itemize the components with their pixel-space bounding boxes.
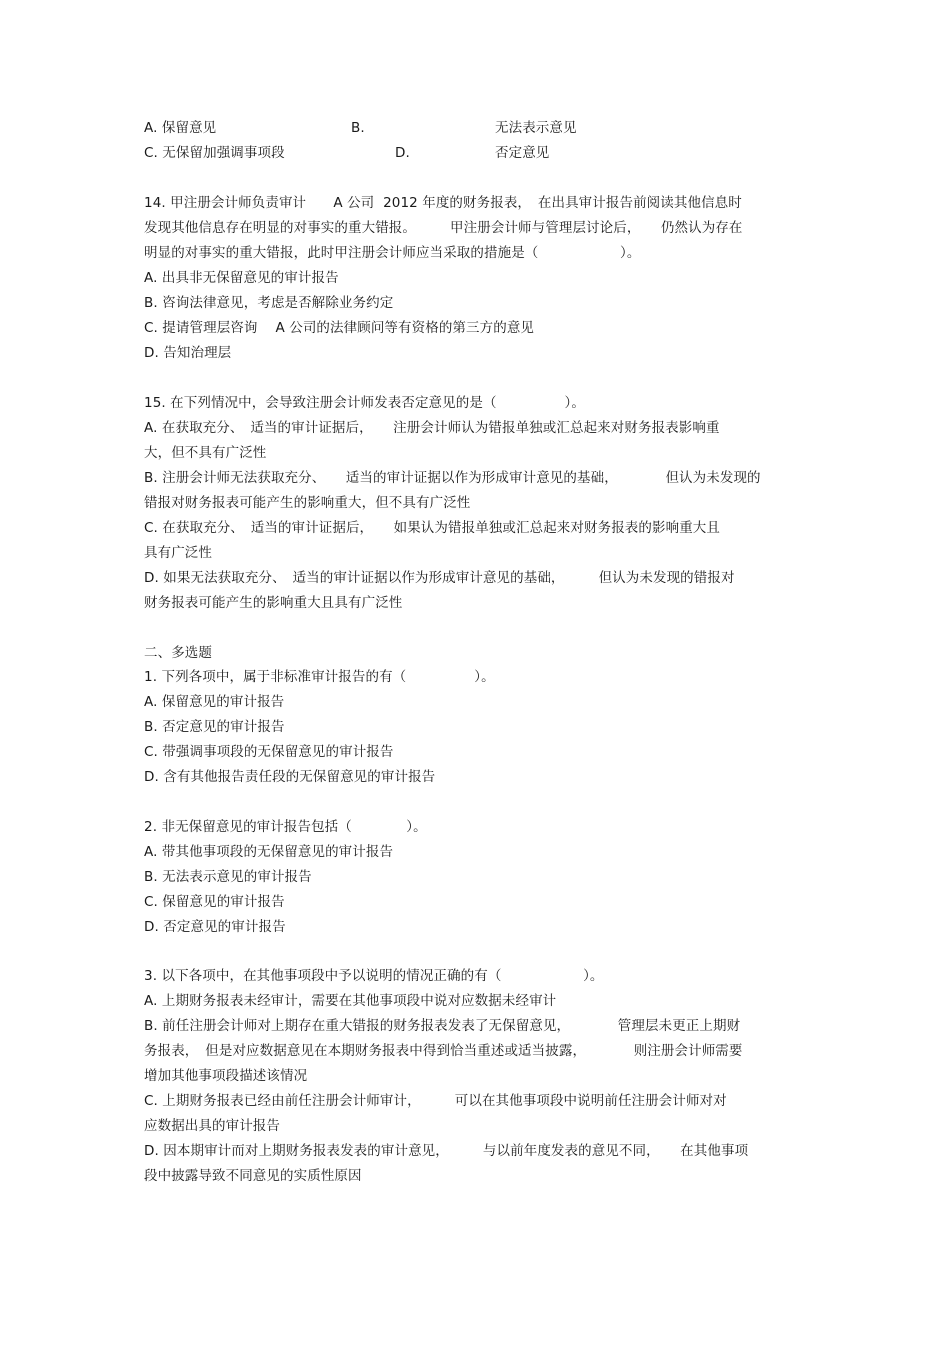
- q14-option-c: C. 提请管理层咨询 A 公司的法律顾问等有资格的第三方的意见: [144, 320, 535, 336]
- q14-stem-line3: 明显的对事实的重大错报，此时甲注册会计师应当采取的措施是（ ）。: [144, 245, 641, 261]
- q14-option-a: A. 出具非无保留意见的审计报告: [144, 270, 339, 286]
- q15-option-b-line2: 错报对财务报表可能产生的影响重大，但不具有广泛性: [144, 495, 471, 511]
- prev-option-b-letter: B.: [351, 120, 365, 136]
- prev-option-c: C. 无保留加强调事项段: [144, 145, 285, 161]
- q15-option-d-line2: 财务报表可能产生的影响重大且具有广泛性: [144, 595, 403, 611]
- prev-option-b-text: 无法表示意见: [495, 120, 577, 136]
- prev-option-d-text: 否定意见: [495, 145, 550, 161]
- m1-option-b: B. 否定意见的审计报告: [144, 719, 285, 735]
- m2-option-d: D. 否定意见的审计报告: [144, 919, 286, 935]
- m2-option-a: A. 带其他事项段的无保留意见的审计报告: [144, 844, 394, 860]
- q14-stem-line2: 发现其他信息存在明显的对事实的重大错报。 甲注册会计师与管理层讨论后， 仍然认为存在: [144, 220, 743, 236]
- m3-stem: 3. 以下各项中，在其他事项段中予以说明的情况正确的有（ ）。: [144, 968, 604, 984]
- m3-option-b-line2: 务报表， 但是对应数据意见在本期财务报表中得到恰当重述或适当披露， 则注册会计师需要: [144, 1043, 743, 1059]
- section-heading-multi: 二、多选题: [144, 645, 212, 661]
- m1-stem: 1. 下列各项中，属于非标准审计报告的有（ ）。: [144, 669, 495, 685]
- m2-stem: 2. 非无保留意见的审计报告包括（ ）。: [144, 819, 427, 835]
- q14-stem-line1: 14. 甲注册会计师负责审计 A 公司 2012 年度的财务报表， 在出具审计报告前阅读其他信息时: [144, 195, 742, 211]
- prev-option-d-letter: D.: [395, 145, 410, 161]
- m2-option-c: C. 保留意见的审计报告: [144, 894, 285, 910]
- m3-option-c-line1: C. 上期财务报表已经由前任注册会计师审计， 可以在其他事项段中说明前任注册会计师对对: [144, 1093, 727, 1109]
- q15-option-a-line2: 大，但不具有广泛性: [144, 445, 267, 461]
- m3-option-b-line1: B. 前任注册会计师对上期存在重大错报的财务报表发表了无保留意见， 管理层未更正上期财: [144, 1018, 741, 1034]
- q14-option-d: D. 告知治理层: [144, 345, 232, 361]
- m1-option-a: A. 保留意见的审计报告: [144, 694, 285, 710]
- q15-stem: 15. 在下列情况中，会导致注册会计师发表否定意见的是（ ）。: [144, 395, 586, 411]
- q15-option-a-line1: A. 在获取充分、 适当的审计证据后， 注册会计师认为错报单独或汇总起来对财务报表影响重: [144, 420, 720, 436]
- m3-option-b-line3: 增加其他事项段描述该情况: [144, 1068, 308, 1084]
- q15-option-b-line1: B. 注册会计师无法获取充分、 适当的审计证据以作为形成审计意见的基础， 但认为未发现的: [144, 470, 761, 486]
- m3-option-d-line2: 段中披露导致不同意见的实质性原因: [144, 1168, 362, 1184]
- q15-option-c-line2: 具有广泛性: [144, 545, 212, 561]
- m2-option-b: B. 无法表示意见的审计报告: [144, 869, 312, 885]
- m1-option-d: D. 含有其他报告责任段的无保留意见的审计报告: [144, 769, 436, 785]
- q15-option-c-line1: C. 在获取充分、 适当的审计证据后， 如果认为错报单独或汇总起来对财务报表的影响重大且: [144, 520, 721, 536]
- prev-option-a: A. 保留意见: [144, 120, 217, 136]
- q15-option-d-line1: D. 如果无法获取充分、 适当的审计证据以作为形成审计意见的基础， 但认为未发现的错报对: [144, 570, 735, 586]
- m3-option-d-line1: D. 因本期审计而对上期财务报表发表的审计意见， 与以前年度发表的意见不同， 在其他事项: [144, 1143, 749, 1159]
- m3-option-a: A. 上期财务报表未经审计，需要在其他事项段中说对应数据未经审计: [144, 993, 557, 1009]
- q14-option-b: B. 咨询法律意见，考虑是否解除业务约定: [144, 295, 394, 311]
- m1-option-c: C. 带强调事项段的无保留意见的审计报告: [144, 744, 394, 760]
- m3-option-c-line2: 应数据出具的审计报告: [144, 1118, 280, 1134]
